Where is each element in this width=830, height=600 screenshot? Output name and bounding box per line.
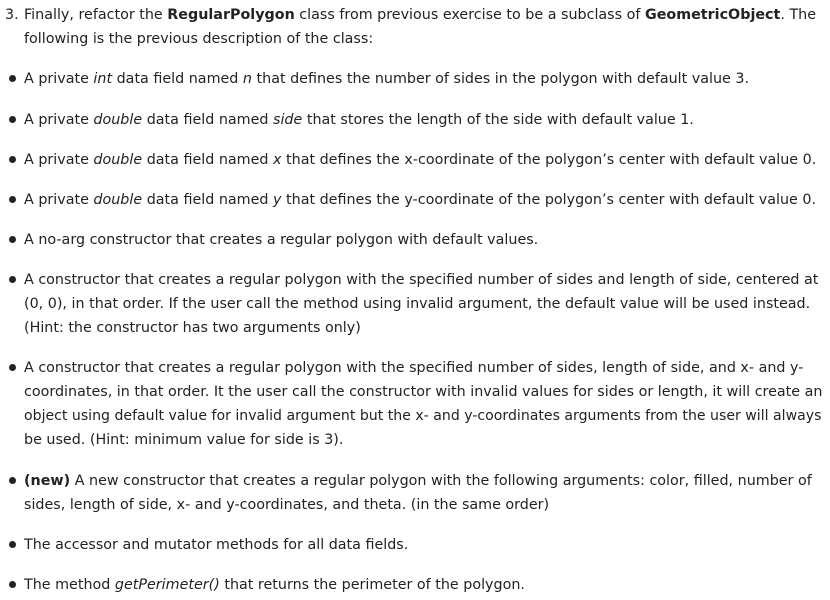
bullet-dot bbox=[9, 236, 16, 243]
list-item: A private double data field named side that stores the length of the side with default value 1. bbox=[24, 112, 694, 128]
list-item-line: (0, 0), in that order. If the user call the method using invalid argument, the default value will be used instead. bbox=[24, 296, 811, 312]
list-item: A no-arg constructor that creates a regular polygon with default values. bbox=[24, 232, 539, 248]
list-item-line: A constructor that creates a regular polygon with the specified number of sides, length of side, and x- and y- bbox=[24, 360, 804, 376]
list-item-line: (new) A new constructor that creates a regular polygon with the following arguments: color, filled, number of bbox=[24, 473, 812, 489]
list-item: A private double data field named x that defines the x-coordinate of the polygon’s center with default value 0. bbox=[24, 152, 817, 168]
list-item: A private double data field named y that defines the y-coordinate of the polygon’s center with default value 0. bbox=[24, 192, 817, 208]
list-item-line: be used. (Hint: minimum value for side is 3). bbox=[24, 432, 344, 448]
bullet-dot bbox=[9, 581, 16, 588]
intro-line-1: Finally, refactor the RegularPolygon class from previous exercise to be a subclass of GeometricObject. The bbox=[24, 7, 817, 23]
item-number: 3. bbox=[5, 7, 19, 23]
list-item: The method getPerimeter() that returns the perimeter of the polygon. bbox=[24, 577, 525, 593]
bullet-dot bbox=[9, 541, 16, 548]
bullet-dot bbox=[9, 156, 16, 163]
list-item-line: A constructor that creates a regular polygon with the specified number of sides and length of side, centered at bbox=[24, 272, 819, 288]
bullet-dot bbox=[9, 196, 16, 203]
bullet-dot bbox=[9, 276, 16, 283]
new-badge: (new) bbox=[24, 473, 71, 489]
intro-line-2: following is the previous description of the class: bbox=[24, 31, 374, 47]
bullet-dot bbox=[9, 477, 16, 484]
bullet-dot bbox=[9, 75, 16, 82]
list-item-line: (Hint: the constructor has two arguments only) bbox=[24, 320, 361, 336]
list-item: The accessor and mutator methods for all data fields. bbox=[24, 537, 409, 553]
class-name-geometricobject: GeometricObject bbox=[644, 7, 781, 23]
bullet-dot bbox=[9, 116, 16, 123]
class-name-regularpolygon: RegularPolygon bbox=[167, 7, 295, 23]
list-item-line: coordinates, in that order. It the user call the constructor with invalid values for sides or length, it will create an bbox=[24, 384, 823, 400]
list-item-line: sides, length of side, x- and y-coordinates, and theta. (in the same order) bbox=[24, 497, 550, 513]
list-item: A private int data field named n that defines the number of sides in the polygon with default value 3. bbox=[24, 71, 750, 87]
list-item-line: object using default value for invalid argument but the x- and y-coordinates arguments from the user will always bbox=[24, 408, 822, 424]
bullet-dot bbox=[9, 364, 16, 371]
